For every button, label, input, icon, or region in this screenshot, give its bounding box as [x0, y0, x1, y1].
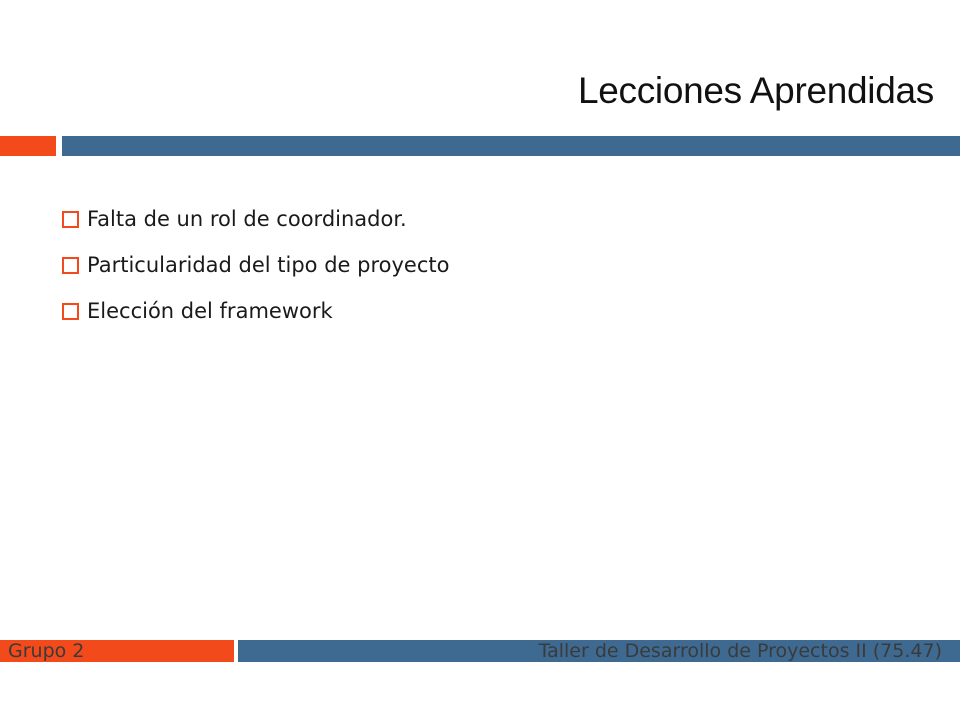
square-bullet-icon — [62, 257, 79, 274]
slide-title: Lecciones Aprendidas — [577, 70, 934, 111]
bullet-text: Falta de un rol de coordinador. — [87, 207, 407, 231]
square-bullet-icon — [62, 211, 79, 228]
header-accent-bar — [0, 136, 56, 156]
bullet-list — [62, 196, 449, 334]
square-bullet-icon — [62, 303, 79, 320]
bullet-text: Elección del framework — [87, 299, 333, 323]
footer-group: Grupo 2 — [0, 640, 234, 662]
bullet-text: Particularidad del tipo de proyecto — [87, 253, 450, 277]
bullet-item — [62, 242, 449, 288]
footer-course: Taller de Desarrollo de Proyectos II (75.47) — [238, 640, 960, 662]
header-bar — [62, 136, 960, 156]
bullet-item — [62, 196, 449, 242]
bullet-item — [62, 288, 449, 334]
